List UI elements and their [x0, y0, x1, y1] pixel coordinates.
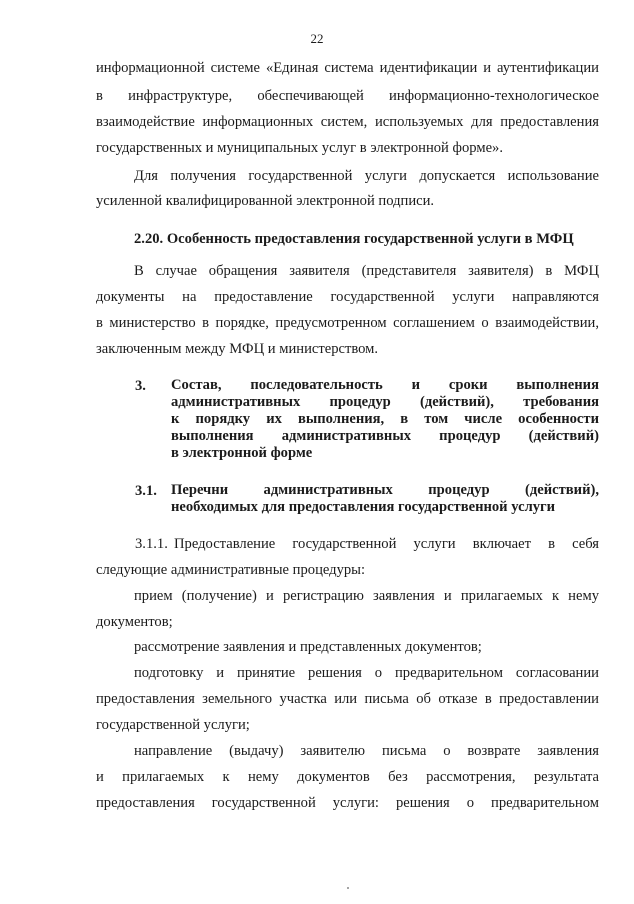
section-number: 3. — [135, 378, 146, 394]
list-item-line: предоставления государственной услуги: решения о предварительном — [96, 795, 599, 811]
list-item-line: подготовку и принятие решения о предварительном согласовании — [134, 665, 599, 681]
paragraph-line: заключенным между МФЦ и министерством. — [96, 341, 379, 357]
paragraph-line: В случае обращения заявителя (представителя заявителя) в МФЦ — [134, 263, 599, 279]
list-item-line: направление (выдачу) заявителю письма о возврате заявления — [134, 743, 599, 759]
subsection-number: 3.1. — [135, 483, 157, 499]
section-heading-line: в электронной форме — [171, 445, 313, 461]
paragraph-line: Предоставление государственной услуги включает в себя — [174, 536, 599, 552]
paragraph-line: усиленной квалифицированной электронной подписи. — [96, 193, 435, 209]
section-heading-line: выполнения административных процедур (действий) — [171, 428, 599, 444]
list-item-line: прием (получение) и регистрацию заявления и прилагаемых к нему — [134, 588, 599, 604]
page-number: 22 — [310, 31, 324, 46]
list-item-line: и прилагаемых к нему документов без рассмотрения, результата — [96, 769, 599, 785]
subsection-heading-line: необходимых для предоставления государственной услуги — [171, 499, 556, 515]
paragraph-line: взаимодействие информационных систем, используемых для предоставления — [96, 114, 599, 130]
section-heading-line: Состав, последовательность и сроки выполнения — [171, 377, 599, 393]
paragraph-line: государственных и муниципальных услуг в электронной форме». — [96, 140, 503, 156]
section-heading-line: к порядку их выполнения, в том числе особенности — [171, 411, 599, 427]
list-item-line: государственной услуги; — [96, 717, 250, 733]
section-heading: 2.20. Особенность предоставления государственной услуги в МФЦ — [134, 231, 574, 247]
paragraph-line: в инфраструктуре, обеспечивающей информационно-технологическое — [96, 88, 599, 104]
paragraph-line: информационной системе «Единая система идентификации и аутентификации — [96, 60, 599, 76]
paragraph-line: Для получения государственной услуги допускается использование — [134, 168, 599, 184]
scan-speck — [347, 887, 349, 889]
paragraph-line: в министерство в порядке, предусмотренном соглашением о взаимодействии, — [96, 315, 599, 331]
list-item-line: предоставления земельного участка или письма об отказе в предоставлении — [96, 691, 599, 707]
paragraph-line: документы на предоставление государственной услуги направляются — [96, 289, 599, 305]
item-number: 3.1.1. — [135, 536, 168, 552]
subsection-heading-line: Перечни административных процедур (действий), — [171, 482, 599, 498]
list-item-line: документов; — [96, 614, 173, 630]
paragraph-line: следующие административные процедуры: — [96, 562, 366, 578]
list-item-line: рассмотрение заявления и представленных документов; — [134, 639, 482, 655]
section-heading-line: административных процедур (действий), требования — [171, 394, 599, 410]
